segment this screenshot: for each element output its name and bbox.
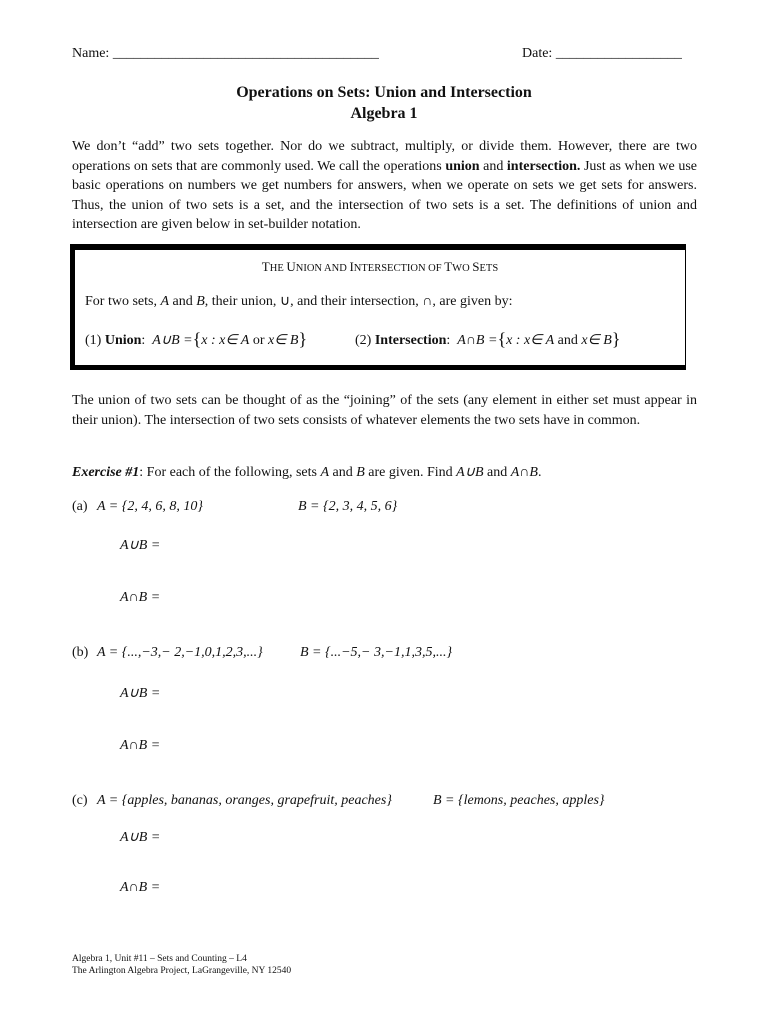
union-term: union (445, 158, 480, 174)
intersection-symbol: ∩ (422, 294, 433, 309)
footer-line2: The Arlington Algebra Project, LaGrangeville, NY 12540 (72, 966, 292, 976)
intersection-term: intersection. (506, 158, 581, 174)
part-b-label: (b) (72, 645, 89, 660)
name-field (72, 46, 379, 62)
part-a-label: (a) (72, 499, 88, 514)
part-b-set-b: B = {...−5,− 3,−1,1,3,5,...} (300, 645, 453, 660)
part-a-set-a: A = {2, 4, 6, 8, 10} (97, 499, 203, 514)
exercise-label: Exercise #1 (72, 465, 140, 480)
title-line2: Algebra 1 (350, 105, 418, 122)
part-b-set-a: A = {...,−3,− 2,−1,0,1,2,3,...} (97, 645, 263, 660)
intro-text-1: We don’t “add” two sets together. Nor do we subtract, multiply, or divide them. However, there are two operations on sets that are commonly used. We call the operations (72, 139, 697, 174)
date-label: Date: (522, 46, 553, 61)
part-a-intersection: A∩B = (120, 590, 161, 605)
date-blank: __________________ (555, 46, 682, 61)
part-c-intersection: A∩B = (120, 880, 161, 895)
part-c-set-b: B = {lemons, peaches, apples} (433, 793, 605, 808)
union-intersection-explanation: The union of two sets can be thought of as the “joining” of the sets (any element in either set must appear in their union). The intersection of two sets consists of whatever elements the two sets have in common. (72, 393, 697, 428)
footer-line1: Algebra 1, Unit #11 – Sets and Counting – L4 (72, 954, 247, 964)
exercise-statement: Exercise #1: For each of the following, sets A and B are given. Find A∪B and A∩B. (72, 465, 542, 480)
date-field (522, 46, 682, 62)
part-b-intersection: A∩B = (120, 738, 161, 753)
definition-box (74, 249, 686, 366)
intro-and: and (479, 158, 507, 174)
part-c-union: A∪B = (120, 830, 161, 845)
intro-text-2: Just as when we use basic operations on numbers we get numbers for answers, when we operate on sets we get sets for answers. Thus, the union of two sets is a set, and the intersection of two sets is a set. The definitions of union and intersection are given below in set-builder notation. (72, 158, 697, 232)
name-label: Name: (72, 46, 110, 61)
definition-intro-line: For two sets, A and B, their union, ∪, and their intersection, ∩, are given by: (85, 294, 513, 309)
part-a-union: A∪B = (120, 538, 161, 553)
part-c-label: (c) (72, 793, 88, 808)
definition-heading: THE UNION AND INTERSECTION OF TWO SETS (261, 259, 499, 274)
part-b-union: A∪B = (120, 686, 161, 701)
title-line1: Operations on Sets: Union and Intersection (236, 84, 532, 101)
part-a-set-b: B = {2, 3, 4, 5, 6} (298, 499, 398, 514)
name-blank: ______________________________________ (112, 46, 379, 61)
union-definition: (1) Union: A∪B ={x : x∈ A or x∈ B} (85, 329, 308, 349)
union-symbol: ∪ (279, 294, 291, 309)
part-c-set-a: A = {apples, bananas, oranges, grapefruit, peaches} (97, 793, 392, 808)
page-footer (72, 953, 291, 977)
intro-paragraph (72, 137, 697, 235)
intersection-definition: (2) Intersection: A∩B ={x : x∈ A and x∈ B} (355, 329, 621, 349)
page-title (0, 82, 768, 124)
